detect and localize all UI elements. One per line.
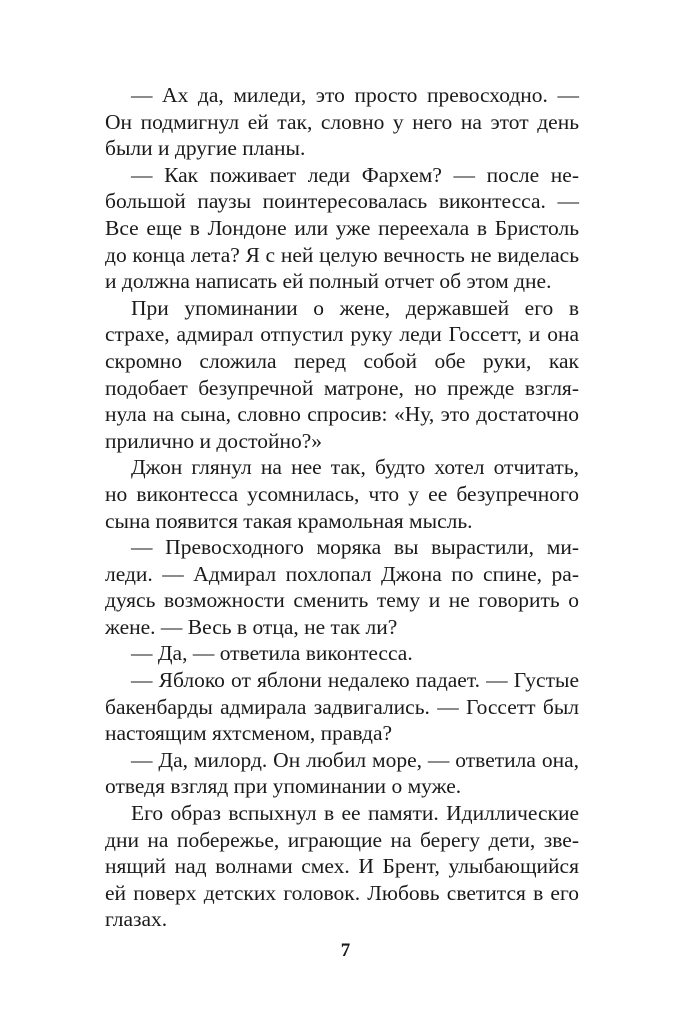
paragraph-7: — Яблоко от яблони недалеко падает. — Густые бакенбарды адмирала задвигались. — Госсетт был настоящим яхтсменом, правда? xyxy=(105,668,579,746)
book-page-text xyxy=(105,82,579,933)
paragraph-9: Его образ вспыхнул в ее памяти. Идиллические дни на побережье, играющие на берегу дети, звенящий над волнами смех. И Брент, улыбающийся ей поверх детских головок. Любовь светится в его глазах. xyxy=(105,801,579,932)
paragraph-6: — Да, — ответила виконтесса. xyxy=(131,641,413,666)
paragraph-2: — Как поживает леди Фархем? — после небольшой паузы поинтересовалась виконтесса. — Все еще в Лондоне или уже переехала в Бристоль до конца лета? Я с ней целую вечность не виделась и должна написать ей полный отчет об этом дне. xyxy=(105,162,579,294)
paragraph-4: Джон глянул на нее так, будто хотел отчитать, но виконтесса усомнилась, что у ее безупречного сына появится такая крамольная мысль. xyxy=(105,455,579,533)
paragraph-8: — Да, милорд. Он любил море, — ответила она, отведя взгляд при упоминании о муже. xyxy=(105,747,579,799)
paragraph-1: — Ах да, миледи, это просто превосходно. — Он подмигнул ей так, словно у него на этот день были и другие планы. xyxy=(105,83,579,161)
page-number: 7 xyxy=(340,940,351,961)
paragraph-3: При упоминании о жене, державшей его в страхе, адмирал отпустил руку леди Госсетт, и она скромно сложила перед собой обе руки, как подобает безупречной матроне, но прежде взглянула на сына, словно спросив: «Ну, это достаточно прилично и достойно?» xyxy=(105,295,579,453)
paragraph-5: — Превосходного моряка вы вырастили, миледи. — Адмирал похлопал Джона по спине, радуясь возможности сменить тему и не говорить о жене. — Весь в отца, не так ли? xyxy=(105,535,579,639)
